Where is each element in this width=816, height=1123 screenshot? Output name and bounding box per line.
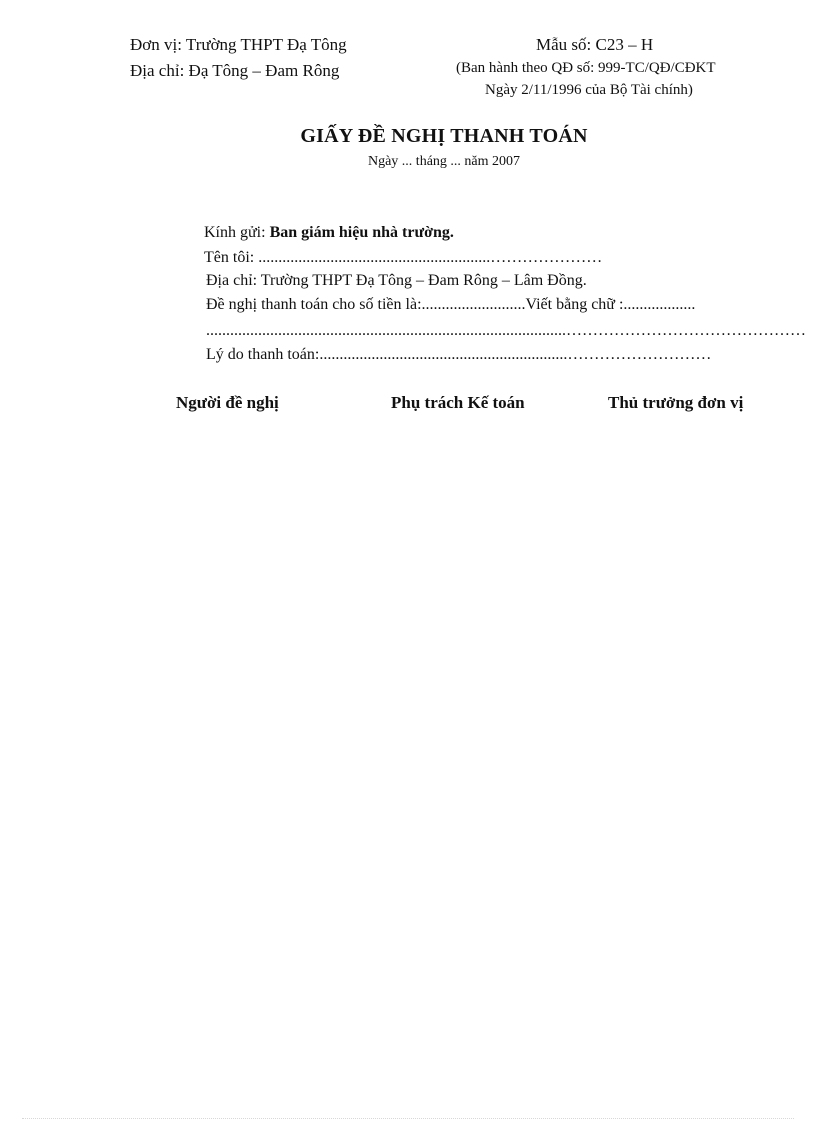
- recipient-label: Kính gửi:: [204, 224, 270, 241]
- form-code: Mẫu số: C23 – H: [536, 35, 654, 54]
- signature-head: Thủ trưởng đơn vị: [608, 393, 744, 412]
- signature-accountant: Phụ trách Kế toán: [391, 393, 525, 412]
- issued-by-line-2: Ngày 2/11/1996 của Bộ Tài chính): [485, 82, 693, 98]
- amount-line: Đề nghị thanh toán cho số tiền là:..........................Viết bằng chữ :..................: [206, 296, 696, 313]
- address-line: Địa chỉ: Trường THPT Đạ Tông – Đam Rông – Lâm Đồng.: [206, 272, 587, 289]
- recipient-value: Ban giám hiệu nhà trường.: [269, 224, 454, 241]
- page-bottom-border: [22, 1118, 794, 1119]
- recipient-line: [204, 224, 454, 242]
- unit-name: Đơn vị: Trường THPT Đạ Tông: [130, 35, 347, 54]
- amount-continuation-line: ..........................................................................................………………………………………: [206, 322, 806, 339]
- reason-line: Lý do thanh toán:..............................................................………………………: [206, 346, 712, 363]
- document-title: GIẤY ĐỀ NGHỊ THANH TOÁN: [300, 125, 588, 147]
- issued-by-line-1: (Ban hành theo QĐ số: 999-TC/QĐ/CĐKT: [456, 60, 716, 76]
- date-line: Ngày ... tháng ... năm 2007: [367, 154, 521, 169]
- signature-requester: Người đề nghị: [176, 393, 279, 412]
- unit-address: Địa chỉ: Đạ Tông – Đam Rông: [130, 61, 340, 80]
- name-line: Tên tôi: ..........................................................…………………: [204, 249, 603, 266]
